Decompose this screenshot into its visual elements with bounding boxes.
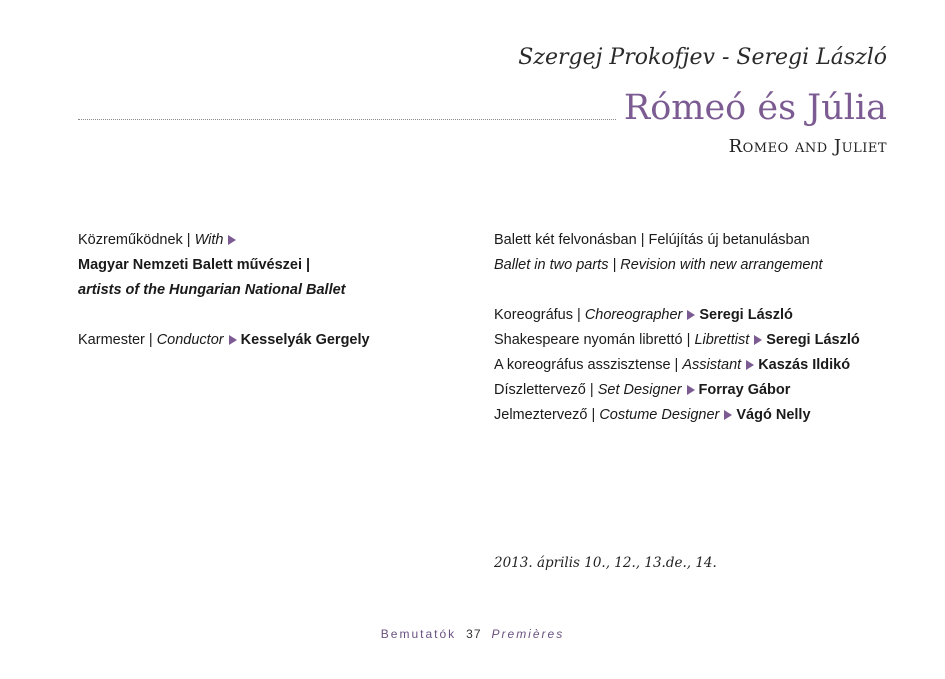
credit-role-en: Set Designer	[597, 382, 682, 398]
ensemble-en: artists of the Hungarian National Ballet	[78, 282, 346, 298]
genre-en: Ballet in two parts | Revision with new arrangement	[494, 257, 823, 273]
conductor-label-hu: Karmester |	[78, 332, 157, 348]
credit-role-en: Librettist	[694, 332, 750, 348]
play-arrow-icon	[687, 385, 695, 395]
footer-section-hu: Bemutatók	[380, 627, 457, 641]
performance-dates: 2013. április 10., 12., 13.de., 14.	[494, 555, 717, 571]
credit-role-en: Costume Designer	[599, 407, 720, 423]
page-number: 37	[466, 627, 482, 641]
credit-role-hu: A koreográfus asszisztense |	[494, 357, 683, 373]
credit-role-hu: Díszlettervező |	[494, 382, 598, 398]
play-arrow-icon	[724, 410, 732, 420]
credit-name: Seregi László	[766, 332, 860, 348]
conductor-label-en: Conductor	[156, 332, 224, 348]
with-label-hu: Közreműködnek |	[78, 232, 195, 248]
composer-line: Szergej Prokofjev - Seregi László	[518, 45, 887, 70]
english-title: Romeo and Juliet	[728, 136, 887, 157]
credit-name: Forray Gábor	[698, 382, 791, 398]
play-arrow-icon	[687, 310, 695, 320]
page-footer	[0, 627, 945, 641]
credits-column	[494, 228, 860, 428]
spacer	[494, 278, 860, 303]
play-arrow-icon	[229, 335, 237, 345]
credit-row	[494, 328, 860, 353]
spacer	[78, 303, 370, 328]
conductor-line	[78, 328, 370, 353]
credit-row	[494, 353, 860, 378]
dotted-divider	[78, 119, 616, 120]
with-line	[78, 228, 370, 253]
footer-section-en: Premières	[491, 627, 565, 641]
play-arrow-icon	[754, 335, 762, 345]
credit-name: Vágó Nelly	[736, 407, 811, 423]
credit-role-hu: Shakespeare nyomán librettó |	[494, 332, 695, 348]
ensemble-hu: Magyar Nemzeti Balett művészei |	[78, 257, 311, 273]
page-title: Rómeó és Júlia	[623, 88, 887, 128]
title-row	[78, 80, 887, 126]
play-arrow-icon	[746, 360, 754, 370]
genre-hu: Balett két felvonásban | Felújítás új betanulásban	[494, 232, 810, 248]
conductor-name: Kesselyák Gergely	[240, 332, 370, 348]
performers-column	[78, 228, 370, 353]
credit-role-en: Choreographer	[584, 307, 683, 323]
credit-name: Kaszás Ildikó	[758, 357, 851, 373]
credit-name: Seregi László	[699, 307, 793, 323]
credit-row	[494, 403, 860, 428]
credit-role-hu: Jelmeztervező |	[494, 407, 600, 423]
credit-row	[494, 303, 860, 328]
with-label-en: With	[194, 232, 224, 248]
credit-role-hu: Koreográfus |	[494, 307, 585, 323]
play-arrow-icon	[228, 235, 236, 245]
credit-row	[494, 378, 860, 403]
credit-role-en: Assistant	[682, 357, 742, 373]
